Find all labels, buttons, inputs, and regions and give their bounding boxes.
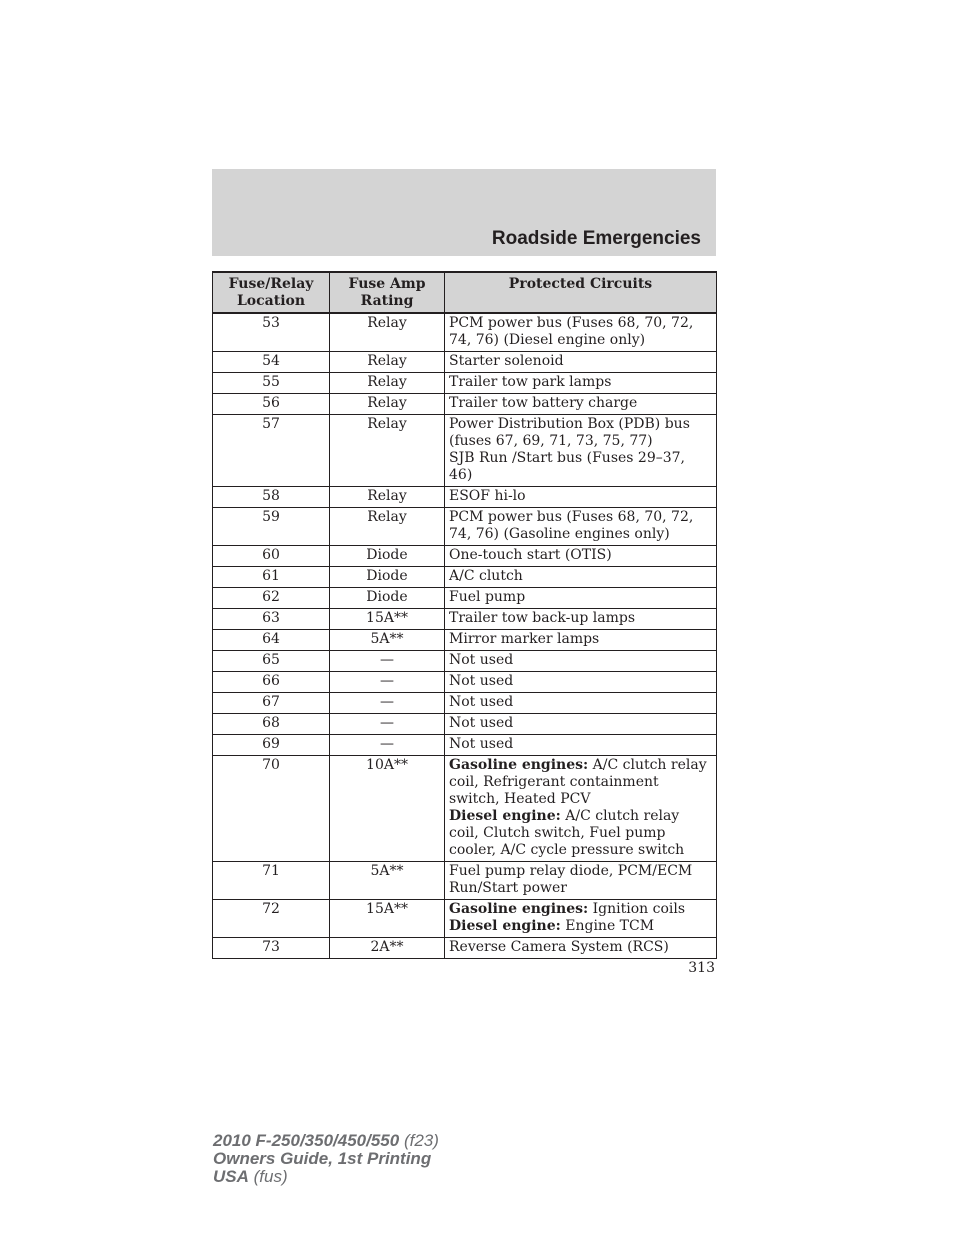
- circuit-text: PCM power bus (Fuses 68, 70, 72, 74, 76) (Diesel engine only): [449, 315, 694, 348]
- circuit-text: Trailer tow park lamps: [449, 374, 612, 390]
- cell-protected-circuits: [445, 352, 717, 373]
- circuit-entry: [449, 808, 712, 859]
- table-row: [213, 415, 717, 487]
- cell-rating: Relay: [330, 394, 445, 415]
- footer-line-model: [213, 1132, 439, 1150]
- circuit-entry: [449, 610, 712, 627]
- cell-location: 64: [213, 630, 330, 651]
- circuit-engine-label: Diesel engine:: [449, 918, 561, 934]
- cell-protected-circuits: [445, 672, 717, 693]
- circuit-entry: [449, 673, 712, 690]
- page-number: 313: [688, 960, 715, 976]
- section-title: Roadside Emergencies: [491, 228, 701, 249]
- circuit-text: Engine TCM: [560, 918, 655, 934]
- column-header-location-line1: Fuse/Relay: [228, 276, 314, 292]
- circuit-text: Not used: [449, 736, 514, 752]
- circuit-text: ESOF hi-lo: [449, 488, 526, 504]
- cell-location: 54: [213, 352, 330, 373]
- table-row: [213, 630, 717, 651]
- column-header-location: [213, 272, 330, 313]
- footer-line-region: [213, 1168, 439, 1186]
- circuit-entry: [449, 694, 712, 711]
- cell-protected-circuits: [445, 756, 717, 862]
- cell-location: 69: [213, 735, 330, 756]
- circuit-text: Ignition coils: [588, 901, 686, 917]
- cell-protected-circuits: [445, 373, 717, 394]
- table-row: [213, 588, 717, 609]
- cell-location: 60: [213, 546, 330, 567]
- table-row: [213, 900, 717, 938]
- fuse-relay-table: [212, 271, 717, 959]
- circuit-entry: [449, 939, 712, 956]
- circuit-entry: [449, 757, 712, 808]
- cell-location: 57: [213, 415, 330, 487]
- column-header-location-line2: Location: [236, 293, 306, 309]
- cell-protected-circuits: [445, 313, 717, 352]
- circuit-text: Fuel pump relay diode, PCM/ECM Run/Start power: [449, 863, 693, 896]
- cell-protected-circuits: [445, 487, 717, 508]
- footer-region: USA: [213, 1167, 249, 1186]
- cell-location: 73: [213, 938, 330, 959]
- column-header-rating-line2: Rating: [360, 293, 414, 309]
- circuit-entry: [449, 918, 712, 935]
- cell-rating: —: [330, 714, 445, 735]
- circuit-entry: [449, 568, 712, 585]
- circuit-text: Mirror marker lamps: [449, 631, 600, 647]
- circuit-text: Not used: [449, 694, 514, 710]
- cell-rating: 15A**: [330, 900, 445, 938]
- section-header-band: [212, 169, 716, 256]
- footer-line-printing: Owners Guide, 1st Printing: [213, 1149, 432, 1168]
- table-row: [213, 735, 717, 756]
- table-row: [213, 609, 717, 630]
- cell-rating: 2A**: [330, 938, 445, 959]
- circuit-engine-label: Gasoline engines:: [449, 757, 589, 773]
- circuit-entry: [449, 353, 712, 370]
- circuit-engine-label: Diesel engine:: [449, 808, 561, 824]
- cell-rating: Relay: [330, 373, 445, 394]
- column-header-circuits: [445, 272, 717, 313]
- circuit-entry: [449, 901, 712, 918]
- cell-protected-circuits: [445, 735, 717, 756]
- footer-model: 2010 F-250/350/450/550: [213, 1131, 400, 1150]
- circuit-text: Not used: [449, 652, 514, 668]
- cell-protected-circuits: [445, 567, 717, 588]
- cell-protected-circuits: [445, 900, 717, 938]
- circuit-engine-label: Gasoline engines:: [449, 901, 589, 917]
- footer-region-code: (fus): [248, 1167, 288, 1186]
- cell-location: 72: [213, 900, 330, 938]
- cell-rating: Relay: [330, 508, 445, 546]
- circuit-entry: [449, 631, 712, 648]
- cell-location: 66: [213, 672, 330, 693]
- circuit-text: Trailer tow battery charge: [449, 395, 638, 411]
- circuit-text: One-touch start (OTIS): [449, 547, 612, 563]
- cell-protected-circuits: [445, 546, 717, 567]
- column-header-rating-line1: Fuse Amp: [348, 276, 426, 292]
- cell-location: 63: [213, 609, 330, 630]
- table-row: [213, 651, 717, 672]
- cell-rating: 5A**: [330, 630, 445, 651]
- cell-protected-circuits: [445, 630, 717, 651]
- circuit-text: A/C clutch relay coil, Clutch switch, Fuel pump cooler, A/C cycle pressure switch: [449, 808, 685, 858]
- circuit-entry: [449, 416, 712, 450]
- circuit-entry: [449, 652, 712, 669]
- table-row: [213, 508, 717, 546]
- table-row: [213, 862, 717, 900]
- cell-protected-circuits: [445, 693, 717, 714]
- cell-location: 71: [213, 862, 330, 900]
- circuit-entry: [449, 395, 712, 412]
- cell-protected-circuits: [445, 938, 717, 959]
- cell-rating: Diode: [330, 588, 445, 609]
- cell-location: 61: [213, 567, 330, 588]
- cell-location: 53: [213, 313, 330, 352]
- table-row: [213, 756, 717, 862]
- cell-location: 58: [213, 487, 330, 508]
- cell-rating: Relay: [330, 313, 445, 352]
- circuit-text: A/C clutch: [449, 568, 523, 584]
- cell-location: 65: [213, 651, 330, 672]
- cell-rating: —: [330, 651, 445, 672]
- circuit-text: Not used: [449, 715, 514, 731]
- circuit-entry: [449, 509, 712, 543]
- table-row: [213, 938, 717, 959]
- cell-location: 68: [213, 714, 330, 735]
- cell-location: 56: [213, 394, 330, 415]
- circuit-entry: [449, 315, 712, 349]
- circuit-text: PCM power bus (Fuses 68, 70, 72, 74, 76) (Gasoline engines only): [449, 509, 694, 542]
- table-row: [213, 373, 717, 394]
- cell-protected-circuits: [445, 651, 717, 672]
- table-row: [213, 352, 717, 373]
- table-row: [213, 487, 717, 508]
- column-header-rating: [330, 272, 445, 313]
- cell-location: 55: [213, 373, 330, 394]
- circuit-entry: [449, 863, 712, 897]
- cell-location: 59: [213, 508, 330, 546]
- cell-location: 67: [213, 693, 330, 714]
- document-footer: [213, 1132, 439, 1186]
- column-header-circuits-line1: Protected Circuits: [508, 276, 653, 292]
- circuit-text: Power Distribution Box (PDB) bus (fuses 67, 69, 71, 73, 75, 77): [449, 416, 690, 449]
- cell-rating: Relay: [330, 487, 445, 508]
- circuit-text: Reverse Camera System (RCS): [449, 939, 669, 955]
- table-body: [213, 313, 717, 959]
- table-row: [213, 546, 717, 567]
- table-row: [213, 313, 717, 352]
- footer-model-code: (f23): [399, 1131, 439, 1150]
- cell-protected-circuits: [445, 609, 717, 630]
- circuit-entry: [449, 589, 712, 606]
- cell-rating: —: [330, 735, 445, 756]
- table-row: [213, 693, 717, 714]
- circuit-entry: [449, 450, 712, 484]
- cell-protected-circuits: [445, 862, 717, 900]
- cell-rating: 5A**: [330, 862, 445, 900]
- cell-rating: 15A**: [330, 609, 445, 630]
- circuit-entry: [449, 374, 712, 391]
- circuit-text: Starter solenoid: [449, 353, 564, 369]
- cell-rating: Diode: [330, 546, 445, 567]
- cell-protected-circuits: [445, 508, 717, 546]
- table-row: [213, 567, 717, 588]
- cell-rating: 10A**: [330, 756, 445, 862]
- cell-rating: —: [330, 693, 445, 714]
- table-row: [213, 672, 717, 693]
- cell-rating: —: [330, 672, 445, 693]
- cell-protected-circuits: [445, 394, 717, 415]
- cell-protected-circuits: [445, 588, 717, 609]
- circuit-text: SJB Run /Start bus (Fuses 29–37, 46): [449, 450, 686, 483]
- cell-location: 62: [213, 588, 330, 609]
- circuit-text: Trailer tow back-up lamps: [449, 610, 636, 626]
- circuit-text: Fuel pump: [449, 589, 526, 605]
- cell-protected-circuits: [445, 714, 717, 735]
- circuit-text: Not used: [449, 673, 514, 689]
- circuit-entry: [449, 488, 712, 505]
- cell-protected-circuits: [445, 415, 717, 487]
- circuit-entry: [449, 715, 712, 732]
- cell-rating: Diode: [330, 567, 445, 588]
- cell-rating: Relay: [330, 352, 445, 373]
- circuit-text: A/C clutch relay coil, Refrigerant containment switch, Heated PCV: [449, 757, 707, 807]
- circuit-entry: [449, 736, 712, 753]
- table-row: [213, 714, 717, 735]
- cell-rating: Relay: [330, 415, 445, 487]
- table-row: [213, 394, 717, 415]
- table-header-row: [213, 272, 717, 313]
- cell-location: 70: [213, 756, 330, 862]
- circuit-entry: [449, 547, 712, 564]
